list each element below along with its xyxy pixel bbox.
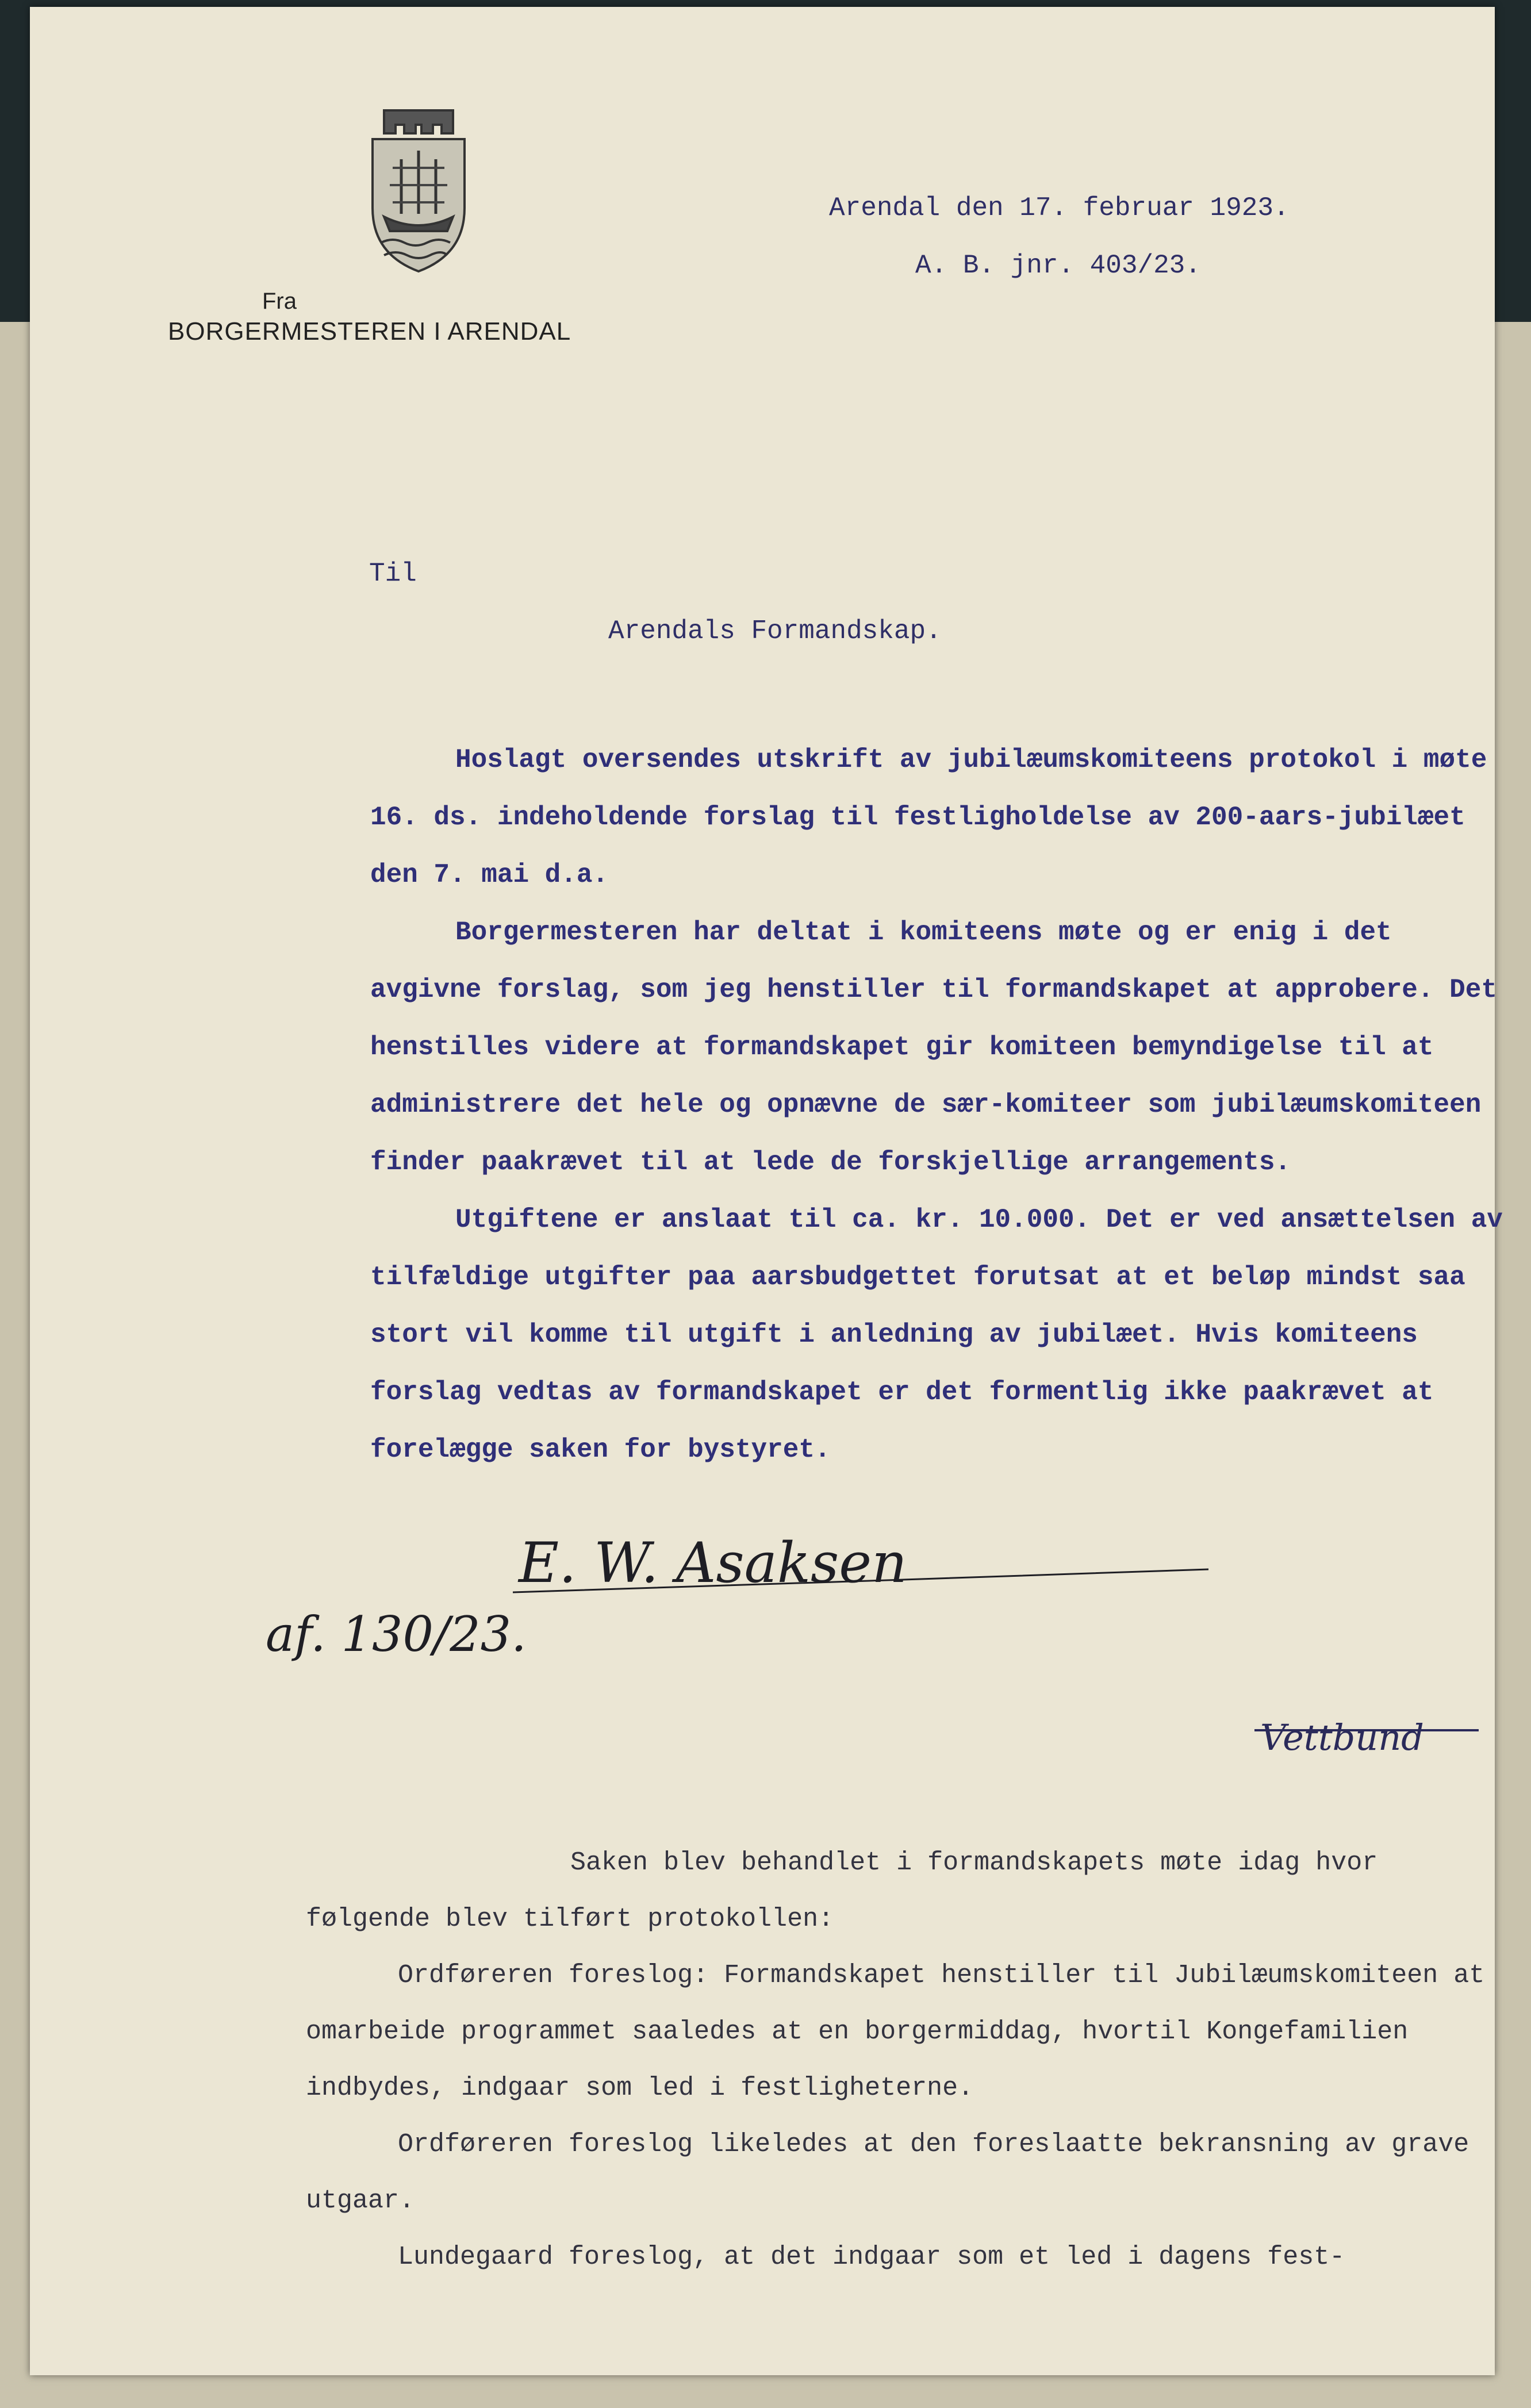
minutes-paragraph: Saken blev behandlet i formandskapets møte idag hvor følgende blev tilført protokollen:: [306, 1848, 1378, 1934]
date-block: [829, 179, 1290, 294]
minutes-paragraph: Lundegaard foreslog, at det indgaar som et led i dagens fest-: [398, 2242, 1345, 2272]
body-paragraph: Hoslagt oversendes utskrift av jubilæumskomiteens protokol i møte 16. ds. indeholdende forslag til festligholdelse av 200-aars-jubilæet den 7. mai d.a.: [370, 745, 1487, 890]
letterhead-office: BORGERMESTEREN I ARENDAL: [168, 317, 571, 345]
body-paragraph: Utgiftene er anslaat til ca. kr. 10.000. Det er ved ansættelsen av tilfældige utgifter paa aarsbudgettet forutsat at et beløp mindst saa stort vil komme til utgift i anledning av jubilæet. Hvis komiteens forslag vedtas av formandskapet er det formentlig ikke paakrævet at forelægge saken for bystyret.: [370, 1205, 1503, 1465]
letter-sheet: [30, 7, 1503, 2375]
initials-mark: [1254, 1703, 1496, 1772]
minutes-paragraph: Ordføreren foreslog likeledes at den foreslaatte bekransning av grave utgaar.: [306, 2130, 1469, 2215]
date-line: Arendal den 17. februar 1923.: [829, 193, 1290, 223]
reference-note-text: af. 130/23.: [266, 1606, 527, 1662]
signature: [513, 1524, 1226, 1605]
arendal-coat-of-arms-icon: [361, 105, 476, 277]
letter-body: [370, 731, 1503, 1478]
signature-text: E. W. Asaksen: [519, 1531, 907, 1595]
minutes-block: [306, 1835, 1502, 2286]
reference-note: [260, 1593, 559, 1674]
to-label: Til: [369, 559, 417, 589]
letterhead-from-label: Fra: [262, 289, 297, 314]
minutes-paragraph: Ordføreren foreslog: Formandskapet henstiller til Jubilæumskomiteen at omarbeide programmet saaledes at en borgermiddag, hvortil Kongefamilien indbydes, indgaar som led i festligheterne.: [306, 1961, 1485, 2103]
recipient: Arendals Formandskap.: [608, 616, 942, 646]
journal-number: A. B. jnr. 403/23.: [915, 251, 1201, 281]
letterhead: [168, 105, 657, 358]
initials-text: Vettbund: [1260, 1716, 1424, 1758]
body-paragraph: Borgermesteren har deltat i komiteens møte og er enig i det avgivne forslag, som jeg henstiller til formandskapet at approbere. Det henstilles videre at formandskapet gir komiteen bemyndigelse til at administrere det hele og opnævne de sær-komiteer som jubilæumskomiteen finder paakrævet til at lede de forskjellige arrangements.: [370, 917, 1497, 1177]
